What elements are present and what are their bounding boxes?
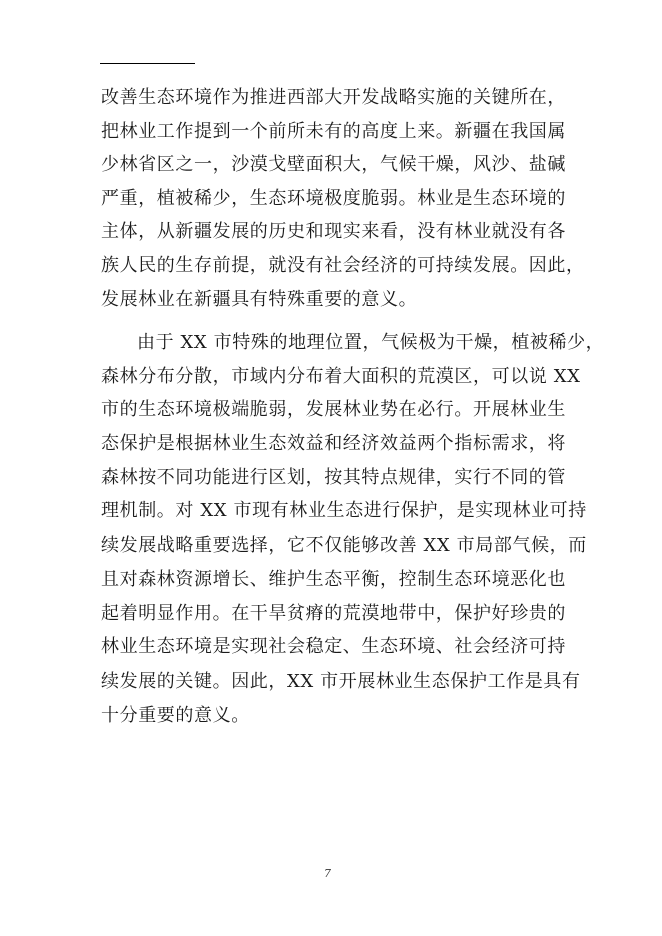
page-number: 7 [324, 867, 331, 880]
text-line: 森林按不同功能进行区划，按其特点规律，实行不同的管 [101, 467, 566, 488]
text-line: 理机制。对 XX 市现有林业生态进行保护，是实现林业可持 [101, 500, 587, 521]
text-line: 把林业工作提到一个前所未有的高度上来。新疆在我国属 [101, 121, 566, 142]
text-line: 森林分布分散，市域内分布着大面积的荒漠区，可以说 XX [101, 366, 581, 387]
text-line: 改善生态环境作为推进西部大开发战略实施的关键所在， [101, 87, 566, 108]
text-line: 市的生态环境极端脆弱，发展林业势在必行。开展林业生 [101, 399, 566, 420]
header-rule [100, 63, 195, 64]
text-line: 十分重要的意义。 [101, 705, 250, 726]
text-line: 且对森林资源增长、维护生态平衡，控制生态环境恶化也 [101, 569, 566, 590]
text-line: 少林省区之一，沙漠戈壁面积大，气候干燥，风沙、盐碱 [101, 154, 566, 175]
text-line: 态保护是根据林业生态效益和经济效益两个指标需求，将 [101, 433, 566, 454]
text-line: 林业生态环境是实现社会稳定、生态环境、社会经济可持 [101, 636, 566, 657]
text-line: 由于 XX 市特殊的地理位置，气候极为干燥，植被稀少， [137, 332, 605, 353]
text-line: 起着明显作用。在干旱贫瘠的荒漠地带中，保护好珍贵的 [101, 603, 566, 624]
text-line: 续发展战略重要选择，它不仅能够改善 XX 市局部气候，而 [101, 535, 587, 556]
text-line: 发展林业在新疆具有特殊重要的意义。 [101, 289, 418, 310]
text-line: 严重，植被稀少，生态环境极度脆弱。林业是生态环境的 [101, 188, 566, 209]
text-line: 主体，从新疆发展的历史和现实来看，没有林业就没有各 [101, 221, 566, 242]
text-line: 续发展的关键。因此，XX 市开展林业生态保护工作是具有 [101, 671, 581, 692]
text-line: 族人民的生存前提，就没有社会经济的可持续发展。因此， [101, 255, 585, 276]
